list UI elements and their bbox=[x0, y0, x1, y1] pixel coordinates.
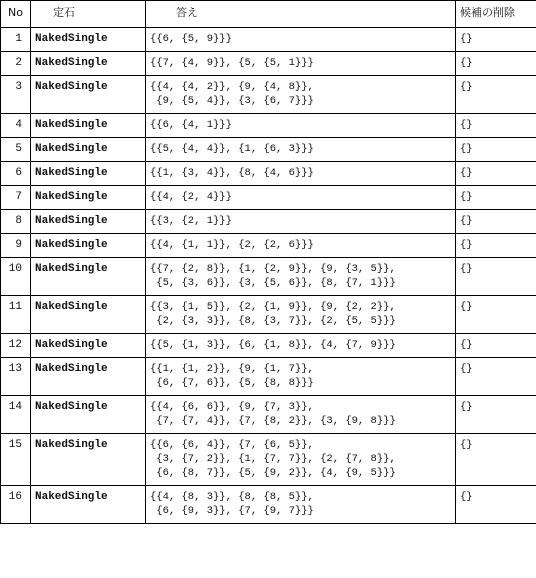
row-no: 5 bbox=[1, 138, 31, 162]
row-elimination: {} bbox=[456, 114, 536, 138]
row-joseki: NakedSingle bbox=[31, 258, 146, 296]
row-answer: {{3, {1, 5}}, {2, {1, 9}}, {9, {2, 2}}, {2, {3, 3}}, {8, {3, 7}}, {2, {5, 5}}} bbox=[146, 296, 456, 334]
row-elimination: {} bbox=[456, 28, 536, 52]
row-elimination: {} bbox=[456, 434, 536, 486]
row-elimination: {} bbox=[456, 334, 536, 358]
table-row bbox=[1, 234, 536, 258]
header-row bbox=[1, 1, 536, 28]
row-no: 3 bbox=[1, 76, 31, 114]
row-joseki: NakedSingle bbox=[31, 76, 146, 114]
row-joseki: NakedSingle bbox=[31, 334, 146, 358]
header-elimination: 候補の削除 bbox=[456, 1, 536, 28]
row-elimination: {} bbox=[456, 52, 536, 76]
table-row bbox=[1, 486, 536, 524]
header-joseki: 定石 bbox=[31, 1, 146, 28]
row-no: 16 bbox=[1, 486, 31, 524]
row-answer: {{7, {2, 8}}, {1, {2, 9}}, {9, {3, 5}}, {5, {3, 6}}, {3, {5, 6}}, {8, {7, 1}}} bbox=[146, 258, 456, 296]
table-row bbox=[1, 114, 536, 138]
table-row bbox=[1, 396, 536, 434]
row-answer: {{6, {4, 1}}} bbox=[146, 114, 456, 138]
row-elimination: {} bbox=[456, 258, 536, 296]
header-no: No bbox=[1, 1, 31, 28]
row-answer: {{4, {6, 6}}, {9, {7, 3}}, {7, {7, 4}}, {7, {8, 2}}, {3, {9, 8}}} bbox=[146, 396, 456, 434]
row-joseki: NakedSingle bbox=[31, 162, 146, 186]
row-joseki: NakedSingle bbox=[31, 296, 146, 334]
row-no: 13 bbox=[1, 358, 31, 396]
table-row bbox=[1, 138, 536, 162]
table-row bbox=[1, 296, 536, 334]
row-joseki: NakedSingle bbox=[31, 210, 146, 234]
table-row bbox=[1, 162, 536, 186]
table-row bbox=[1, 358, 536, 396]
row-answer: {{7, {4, 9}}, {5, {5, 1}}} bbox=[146, 52, 456, 76]
row-joseki: NakedSingle bbox=[31, 138, 146, 162]
row-elimination: {} bbox=[456, 234, 536, 258]
row-no: 4 bbox=[1, 114, 31, 138]
row-elimination: {} bbox=[456, 186, 536, 210]
table-row bbox=[1, 434, 536, 486]
row-answer: {{5, {4, 4}}, {1, {6, 3}}} bbox=[146, 138, 456, 162]
row-answer: {{1, {1, 2}}, {9, {1, 7}}, {6, {7, 6}}, {5, {8, 8}}} bbox=[146, 358, 456, 396]
row-no: 14 bbox=[1, 396, 31, 434]
row-answer: {{5, {1, 3}}, {6, {1, 8}}, {4, {7, 9}}} bbox=[146, 334, 456, 358]
row-joseki: NakedSingle bbox=[31, 28, 146, 52]
row-no: 7 bbox=[1, 186, 31, 210]
row-joseki: NakedSingle bbox=[31, 358, 146, 396]
row-no: 8 bbox=[1, 210, 31, 234]
row-no: 2 bbox=[1, 52, 31, 76]
row-answer: {{4, {2, 4}}} bbox=[146, 186, 456, 210]
row-elimination: {} bbox=[456, 76, 536, 114]
table-row bbox=[1, 186, 536, 210]
row-elimination: {} bbox=[456, 138, 536, 162]
row-joseki: NakedSingle bbox=[31, 486, 146, 524]
row-answer: {{6, {6, 4}}, {7, {6, 5}}, {3, {7, 2}}, {1, {7, 7}}, {2, {7, 8}}, {6, {8, 7}}, {5, {9, 2}}, {4, {9, 5}}} bbox=[146, 434, 456, 486]
row-joseki: NakedSingle bbox=[31, 52, 146, 76]
row-elimination: {} bbox=[456, 210, 536, 234]
table-row bbox=[1, 76, 536, 114]
row-answer: {{6, {5, 9}}} bbox=[146, 28, 456, 52]
table-row bbox=[1, 334, 536, 358]
row-elimination: {} bbox=[456, 486, 536, 524]
row-no: 15 bbox=[1, 434, 31, 486]
row-no: 12 bbox=[1, 334, 31, 358]
row-joseki: NakedSingle bbox=[31, 186, 146, 210]
row-answer: {{4, {1, 1}}, {2, {2, 6}}} bbox=[146, 234, 456, 258]
table-row bbox=[1, 210, 536, 234]
row-elimination: {} bbox=[456, 358, 536, 396]
row-joseki: NakedSingle bbox=[31, 234, 146, 258]
row-joseki: NakedSingle bbox=[31, 434, 146, 486]
row-no: 6 bbox=[1, 162, 31, 186]
row-elimination: {} bbox=[456, 296, 536, 334]
row-no: 9 bbox=[1, 234, 31, 258]
row-answer: {{4, {8, 3}}, {8, {8, 5}}, {6, {9, 3}}, {7, {9, 7}}} bbox=[146, 486, 456, 524]
row-joseki: NakedSingle bbox=[31, 396, 146, 434]
row-elimination: {} bbox=[456, 396, 536, 434]
table-row bbox=[1, 258, 536, 296]
row-elimination: {} bbox=[456, 162, 536, 186]
header-answer: 答え bbox=[146, 1, 456, 28]
row-no: 10 bbox=[1, 258, 31, 296]
row-answer: {{4, {4, 2}}, {9, {4, 8}}, {9, {5, 4}}, {3, {6, 7}}} bbox=[146, 76, 456, 114]
row-joseki: NakedSingle bbox=[31, 114, 146, 138]
table-row bbox=[1, 28, 536, 52]
row-no: 11 bbox=[1, 296, 31, 334]
row-no: 1 bbox=[1, 28, 31, 52]
row-answer: {{1, {3, 4}}, {8, {4, 6}}} bbox=[146, 162, 456, 186]
table-row bbox=[1, 52, 536, 76]
row-answer: {{3, {2, 1}}} bbox=[146, 210, 456, 234]
